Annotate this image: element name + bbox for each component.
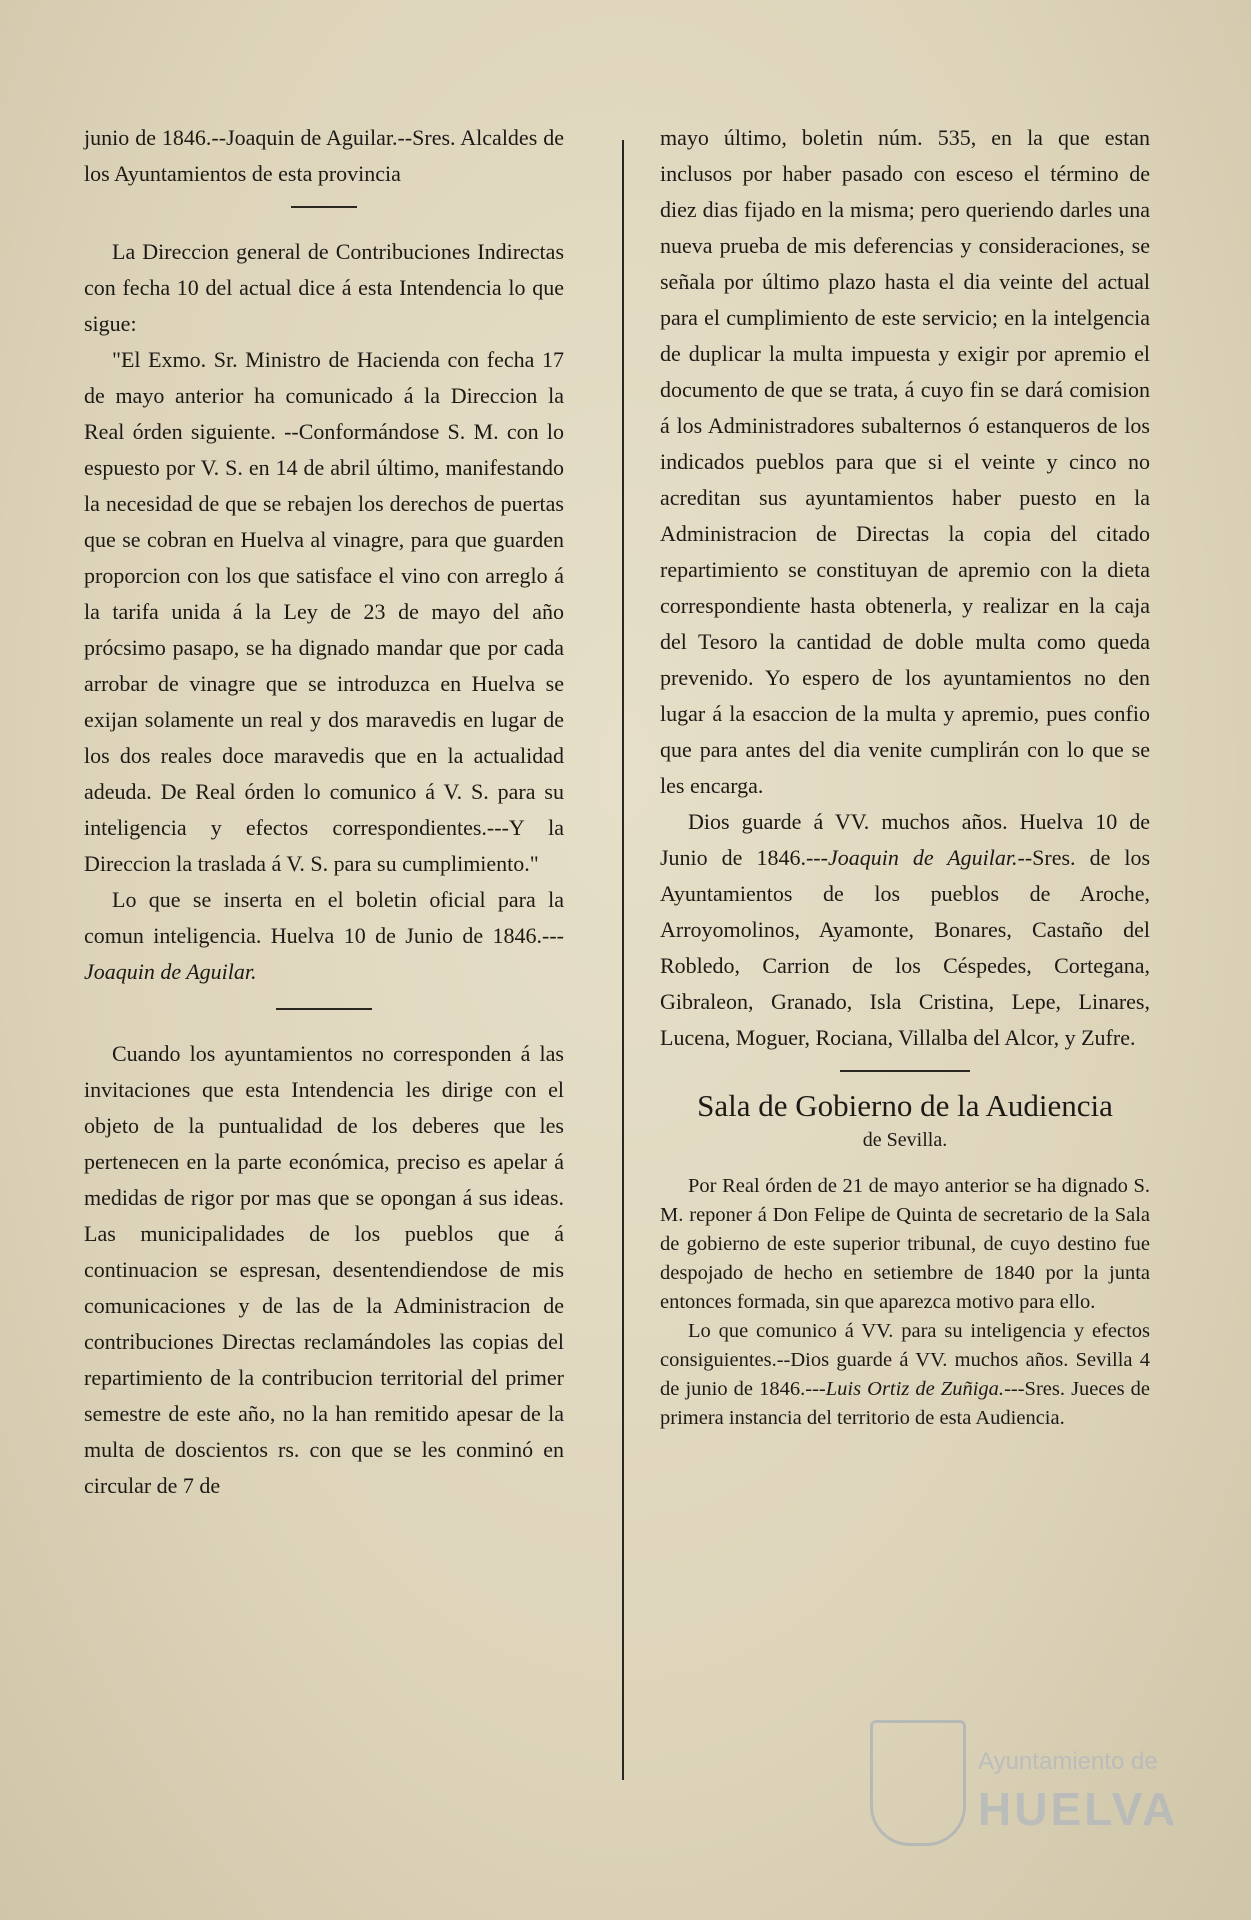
left-paragraph-2: "El Exmo. Sr. Ministro de Hacienda con fecha 17 de mayo anterior ha comunicado á la Direccion la Real órden siguiente. --Conformándose S. M. con lo espuesto por V. S. en 14 de abril último, manifestando la necesidad de que se rebajen los derechos de puertas que se cobran en Huelva al vinagre, para que guarden proporcion con los que satisface el vino con arreglo á la tarifa unida á la Ley de 23 de mayo del año prócsimo pasapo, se ha dignado mandar que por cada arrobar de vinagre que se introduzca en Huelva se exijan solamente un real y dos maravedis en lugar de los dos reales doce maravedis que en la actualidad adeuda. De Real órden lo comunico á V. S. para su inteligencia y efectos correspondientes.---Y la Direccion la traslada á V. S. para su cumplimiento." bbox=[84, 347, 564, 876]
section-rule bbox=[291, 206, 357, 208]
left-column bbox=[84, 120, 564, 1504]
signature: Luis Ortiz de Zuñiga. bbox=[825, 1378, 1005, 1400]
left-paragraph-1: La Direccion general de Contribuciones Indirectas con fecha 10 del actual dice á esta Intendencia lo que sigue: bbox=[84, 239, 564, 336]
signature: Joaquin de Aguilar. bbox=[84, 959, 257, 984]
right-paragraph-1: mayo último, boletin núm. 535, en la que estan inclusos por haber pasado con esceso el término de diez dias fijado en la misma; pero queriendo darles una nueva prueba de mis deferencias y consideraciones, se señala por último plazo hasta el dia veinte del actual para el cumplimiento de este servicio; en la intelgencia de duplicar la multa impuesta y exigir por apremio el documento de que se trata, á cuyo fin se dará comision á los Administradores subalternos ó estanqueros de los indicados pueblos para que si el veinte y cinco no acreditan sus ayuntamientos haber puesto en la Administracion de Directas la copia del citado repartimiento se constituyan de apremio con la dieta correspondiente hasta obtenerla, y realizar en la caja del Tesoro la cantidad de doble multa como queda prevenido. Yo espero de los ayuntamientos no den lugar á la esaccion de la multa y apremio, pues confio que para antes del dia venite cumplirán con lo que se les encarga. bbox=[660, 125, 1150, 798]
left-heading-paragraph: junio de 1846.--Joaquin de Aguilar.--Sres. Alcaldes de los Ayuntamientos de esta provincia bbox=[84, 125, 564, 186]
right-paragraph-2: Dios guarde á VV. muchos años. Huelva 10 de Junio de 1846.---Joaquin de Aguilar.--Sres. de los Ayuntamientos de los pueblos de Aroche, Arroyomolinos, Ayamonte, Bonares, Castaño del Robledo, Carrion de los Céspedes, Cortegana, Gibraleon, Granado, Isla Cristina, Lepe, Linares, Lucena, Moguer, Rociana, Villalba del Alcor, y Zufre. bbox=[660, 809, 1151, 1050]
section-subtitle: de Sevilla. bbox=[862, 1129, 948, 1151]
coat-of-arms-icon bbox=[870, 1720, 966, 1846]
section-rule bbox=[840, 1070, 970, 1072]
watermark-line-2: HUELVA bbox=[978, 1783, 1179, 1835]
signature: Joaquin de Aguilar. bbox=[827, 845, 1018, 870]
right-paragraph-4: Lo que comunico á VV. para su inteligencia y efectos consiguientes.--Dios guarde á VV. muchos años. Sevilla 4 de junio de 1846.---Luis Ortiz de Zuñiga.---Sres. Jueces de primera instancia del territorio de esta Audiencia. bbox=[660, 1320, 1151, 1429]
left-paragraph-3: Lo que se inserta en el boletin oficial para la comun inteligencia. Huelva 10 de Junio de 1846.---Joaquin de Aguilar. bbox=[84, 887, 564, 984]
left-paragraph-4: Cuando los ayuntamientos no corresponden á las invitaciones que esta Intendencia les dirige con el objeto de la puntualidad de los deberes que les pertenecen en la parte económica, preciso es apelar á medidas de rigor por mas que se opongan á sus ideas. Las municipalidades de los pueblos que á continuacion se espresan, desentendiendose de mis comunicaciones y de las de la Administracion de contribuciones Directas reclamándoles las copias del repartimiento de la contribucion territorial del primer semestre de este año, no la han remitido apesar de la multa de doscientos rs. con que se les conminó en circular de 7 de bbox=[84, 1041, 564, 1498]
right-column bbox=[660, 120, 1150, 1433]
right-paragraph-3: Por Real órden de 21 de mayo anterior se ha dignado S. M. reponer á Don Felipe de Quinta de secretario de la Sala de gobierno de este superior tribunal, de cuyo destino fue despojado de hecho en setiembre de 1840 por la junta entonces formada, sin que aparezca motivo para ello. bbox=[660, 1175, 1150, 1313]
watermark bbox=[870, 1720, 1179, 1870]
column-divider bbox=[622, 140, 624, 1780]
section-title: Sala de Gobierno de la Audiencia bbox=[697, 1088, 1113, 1123]
watermark-line-1: Ayuntamiento de bbox=[978, 1748, 1158, 1775]
section-rule bbox=[276, 1008, 372, 1010]
